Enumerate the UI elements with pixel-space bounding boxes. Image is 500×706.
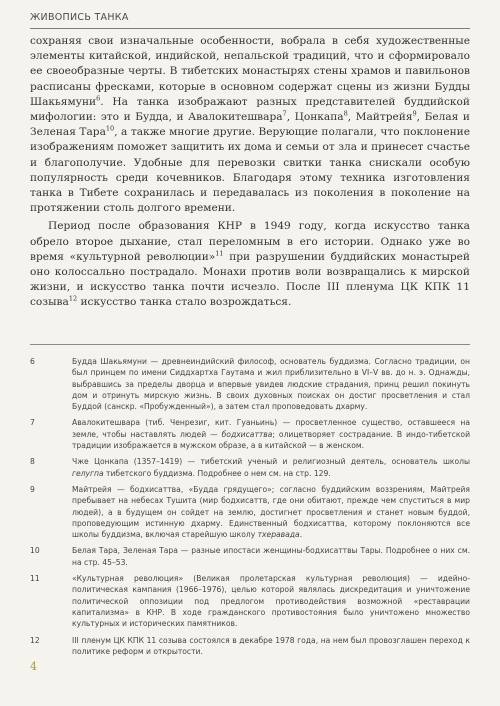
footnote-number: 12 [30, 635, 40, 645]
footnote-number: 8 [30, 457, 35, 467]
footnote-number: 7 [30, 418, 35, 428]
footnote-number: 9 [30, 484, 35, 494]
footnote-text: Чже Цонкапа (1357–1419) — тибетский ученый и религиозный деятель, основатель школы гелугпа тибетского буддизма. Подробнее о нем см. на стр. 129. [72, 457, 470, 478]
footnote-ref-6[interactable]: 6 [96, 94, 101, 103]
footnote-7 [30, 417, 470, 451]
paragraph-2: Период после образования КНР в 1949 году, когда искусство танка обрело второе дыхание, стал переломным в его истории. Однако уже во время «культурной революции»$^{11}$ при разрушении буддийских монастырей оно колоссально пострадало. Монахи против воли возвращались к мирской жизни, и искусство танка почти исчезло. После III пленума ЦК КПК 11 созыва$^{12}$ искусство танка стало возрождаться. [30, 220, 470, 309]
footnote-ref-12[interactable]: 12 [68, 294, 78, 303]
footnote-text: III пленум ЦК КПК 11 созыва состоялся в декабре 1978 года, на нем был провозглашен переход к политике реформ и открытости. [72, 635, 470, 656]
footnote-11 [30, 573, 470, 629]
main-text [30, 34, 470, 311]
page-number: 4 [30, 660, 37, 673]
footnote-text: «Культурная революция» (Великая пролетарская культурная революция) — идейно-политическая кампания (1966–1976), целью которой являлась дискредитация и уничтожение политической оппозиции под предлогом противодействия возможной «реставрации капитализма» в КНР. В ходе гражданского противостояния было уничтожено множество культурных и исторических памятников. [72, 574, 470, 629]
footnote-8 [30, 456, 470, 479]
footnote-ref-9[interactable]: 9 [412, 109, 417, 118]
footnote-ref-7[interactable]: 7 [282, 109, 287, 118]
footnote-text: Майтрейя — бодхисаттва, «Будда грядущего»; согласно буддийским воззрениям, Майтрейя пребывает на небесах Тушита (мир бодхисаттв, где они обитают, прежде чем спуститься в мир людей), а в будущем он сойдет на землю, достигнет просветления и станет новым буддой, проповедующим истинную дхарму. Единственный бодхисаттва, которому поклоняются все школы буддизма, включая старейшую школу тхеравада. [72, 484, 470, 540]
footnote-number: 6 [30, 357, 35, 366]
footnote-number: 11 [30, 574, 40, 584]
header-divider [30, 28, 470, 29]
footnote-ref-8[interactable]: 8 [343, 109, 348, 118]
footnote-9 [30, 484, 470, 540]
footnote-number: 10 [30, 546, 40, 556]
footnote-divider [30, 344, 470, 345]
paragraph-1: сохраняя свои изначальные особенности, вобрала в себя художественные элементы китайской, индийской, непальской традиций, что и сформировало ее своеобразные черты. В тибетских монастырях стены храмов и павильонов расписаны фресками, которые в основном содержат сцены из жизни Будды Шакьямуни$^6$. На танка изображают разных представителей буддийской мифологии: это и Будда, и Авалокитешвара$^7$, Цонкапа$^8$, Майтрейя$^9$, Белая и Зеленая Тара$^{10}$, а также многие другие. Верующие полагали, что поклонение изображениям поможет защитить их дома и семьи от зла и принесет счастье и благополучие. Удобные для перевозки свитки танка снискали особую популярность среди кочевников. Благодаря этому техника изготовления танка в Тибете сохранилась и передавалась из поколения в поколение на протяжении столь долгого времени. [30, 35, 471, 215]
footnote-10 [30, 545, 470, 568]
footnote-ref-11[interactable]: 11 [215, 249, 224, 258]
footnote-ref-10[interactable]: 10 [105, 124, 115, 133]
footnote-text: Белая Тара, Зеленая Тара — разные ипостаси женщины-бодхисаттвы Тары. Подробнее о них см. на стр. 45–53. [72, 546, 470, 567]
footnotes [30, 356, 470, 662]
footnote-text: Авалокитешвара (тиб. Ченрезиг, кит. Гуаньинь) — просветленное существо, оставшееся на земле, чтобы наставлять людей — бодхисаттва; олицетворяет сострадание. В индо-тибетской традиции изображается в мужском образе, а в китайской — в женском. [72, 418, 471, 451]
footnote-text: Будда Шакьямуни — древнеиндийский философ, основатель буддизма. Согласно традиции, он был принцем по имени Сиддхартха Гаутама и жил приблизительно в VI–V вв. до н. э. Однажды, выбравшись за пределы дворца и впервые увидев людские страдания, принц решил покинуть дом и отринуть мирскую жизнь. В своих духовных поисках он достиг просветления и стал Буддой (санскр. «Пробужденный»), а затем стал проповедовать дхарму. [72, 357, 470, 412]
running-header: ЖИВОПИСЬ ТАНКА [30, 12, 129, 23]
footnote-12 [30, 635, 470, 658]
footnote-6 [30, 356, 470, 412]
